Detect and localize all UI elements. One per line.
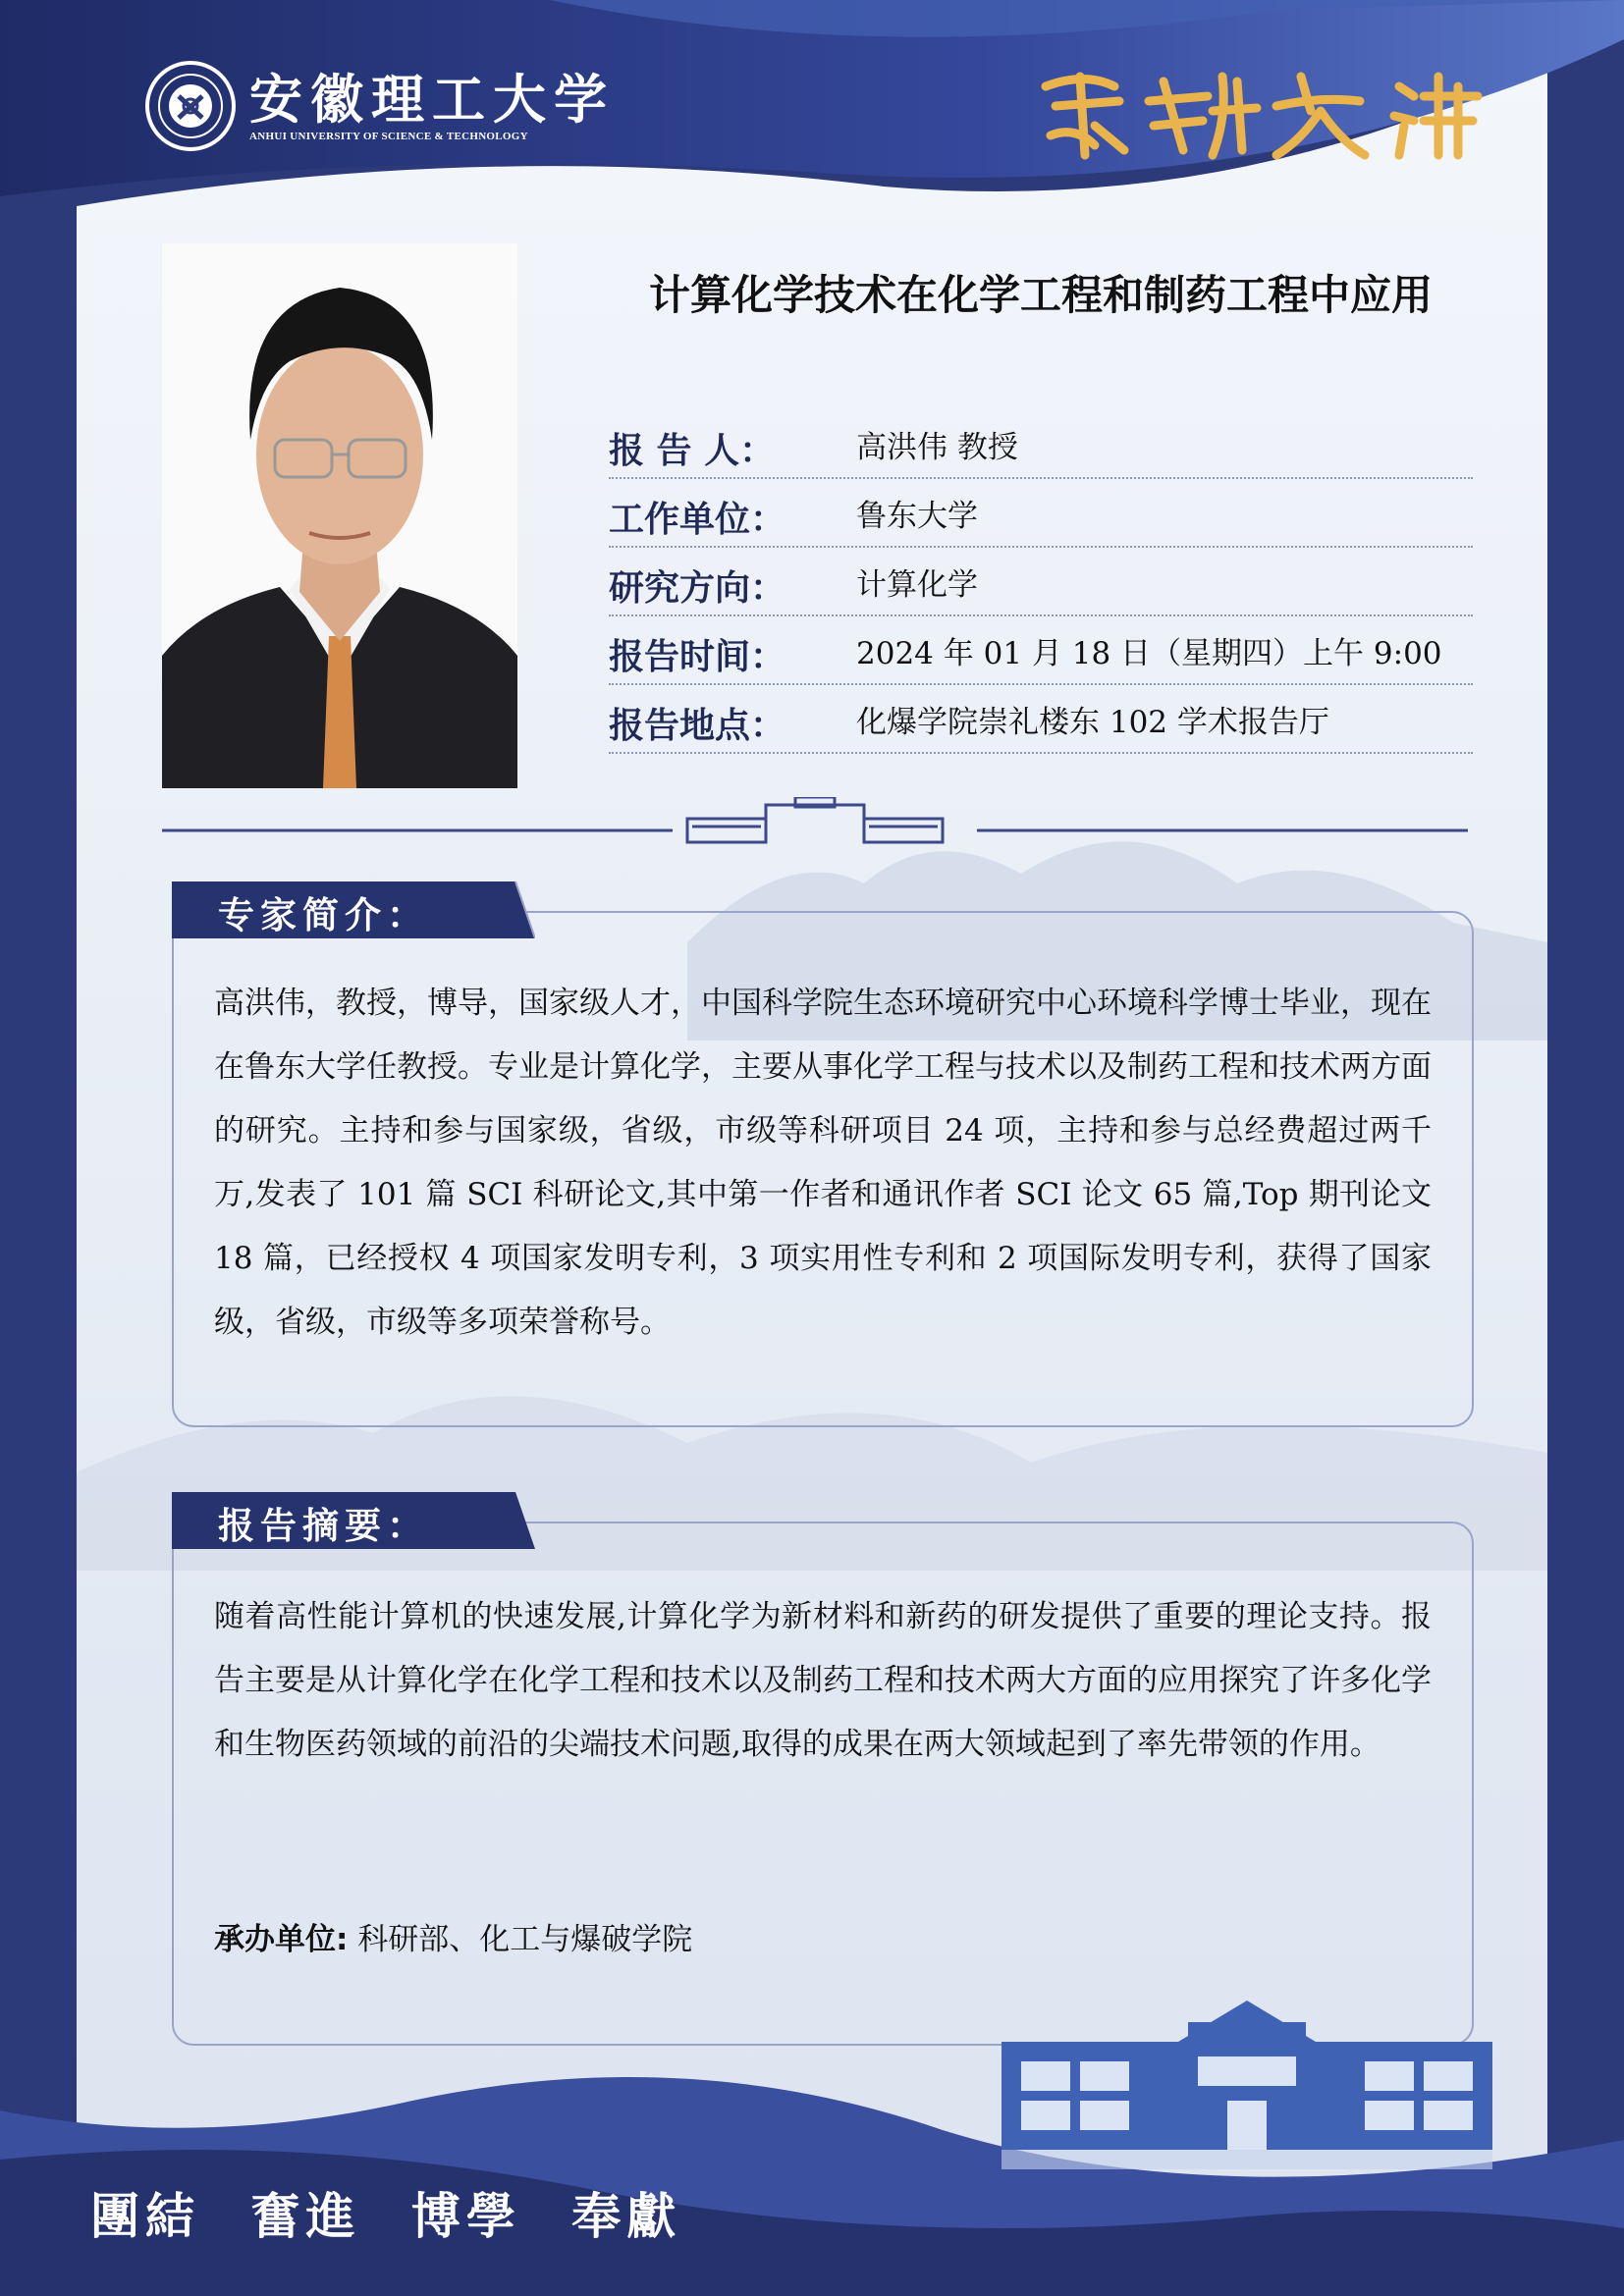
host-value: 科研部、化工与爆破学院 (357, 1922, 693, 1957)
info-row-location (609, 685, 1473, 754)
series-title-calligraphy (1026, 57, 1527, 165)
info-label: 报 告 人： (609, 431, 776, 471)
motto-word: 博學 (410, 2187, 521, 2245)
info-value: 2024 年 01 月 18 日（星期四）上午 9:00 (856, 636, 1442, 671)
gate-divider (162, 797, 1468, 856)
info-row-affiliation (609, 479, 1473, 548)
bio-text: 高洪伟，教授，博导，国家级人才，中国科学院生态环境研究中心环境科学博士毕业，现在在鲁东大学任教授。专业是计算化学，主要从事化学工程与技术以及制药工程和技术两方面的研究。主持和参与国家级，省级，市级等科研项目 24 项，主持和参与总经费超过两千万,发表了 101 篇 SCI 科研论文,其中第一作者和通讯作者 SCI 论文 65 篇,Top 期刊论文 18 篇，已经授权 4 项国家发明专利，3 项实用性专利和 2 项国际发明专利，获得了国家级，省级，市级等多项荣誉称号。 (214, 986, 1432, 1340)
motto-word: 奮進 (250, 2187, 361, 2245)
motto-word: 奉獻 (571, 2187, 682, 2245)
info-label: 报告地点： (609, 706, 786, 746)
talk-title: 计算化学技术在化学工程和制药工程中应用 (648, 271, 1433, 319)
bio-heading: 专家简介： (218, 894, 429, 936)
host-label: 承办单位: (214, 1922, 349, 1957)
info-label: 工作单位： (609, 500, 786, 540)
university-seal-icon (145, 61, 236, 151)
university-motto (90, 2177, 709, 2248)
university-name-en: ANHUI UNIVERSITY OF SCIENCE & TECHNOLOGY (249, 131, 528, 142)
building-illustration (1001, 1993, 1492, 2169)
motto-word: 團結 (90, 2187, 200, 2245)
speaker-photo (162, 243, 517, 788)
university-name-cn: 安徽理工大学 (249, 68, 615, 131)
info-row-research-field (609, 548, 1473, 616)
info-row-speaker (609, 410, 1473, 479)
info-label: 报告时间： (609, 637, 786, 677)
host-organizer (214, 1914, 692, 1958)
info-row-time (609, 616, 1473, 685)
info-value: 化爆学院崇礼楼东 102 学术报告厅 (856, 705, 1329, 740)
info-value: 鲁东大学 (856, 499, 978, 534)
abstract-text: 随着高性能计算机的快速发展,计算化学为新材料和新药的研发提供了重要的理论支持。报告主要是从计算化学在化学工程和技术以及制药工程和技术两大方面的应用探究了许多化学和生物医药领域的前沿的尖端技术问题,取得的成果在两大领域起到了率先带领的作用。 (214, 1599, 1432, 1762)
university-logo (145, 61, 615, 151)
info-value: 计算化学 (856, 567, 978, 603)
talk-info-list (609, 410, 1473, 754)
info-value: 高洪伟 教授 (856, 430, 1018, 465)
abstract-heading: 报告摘要： (218, 1505, 429, 1547)
info-label: 研究方向： (609, 568, 786, 609)
